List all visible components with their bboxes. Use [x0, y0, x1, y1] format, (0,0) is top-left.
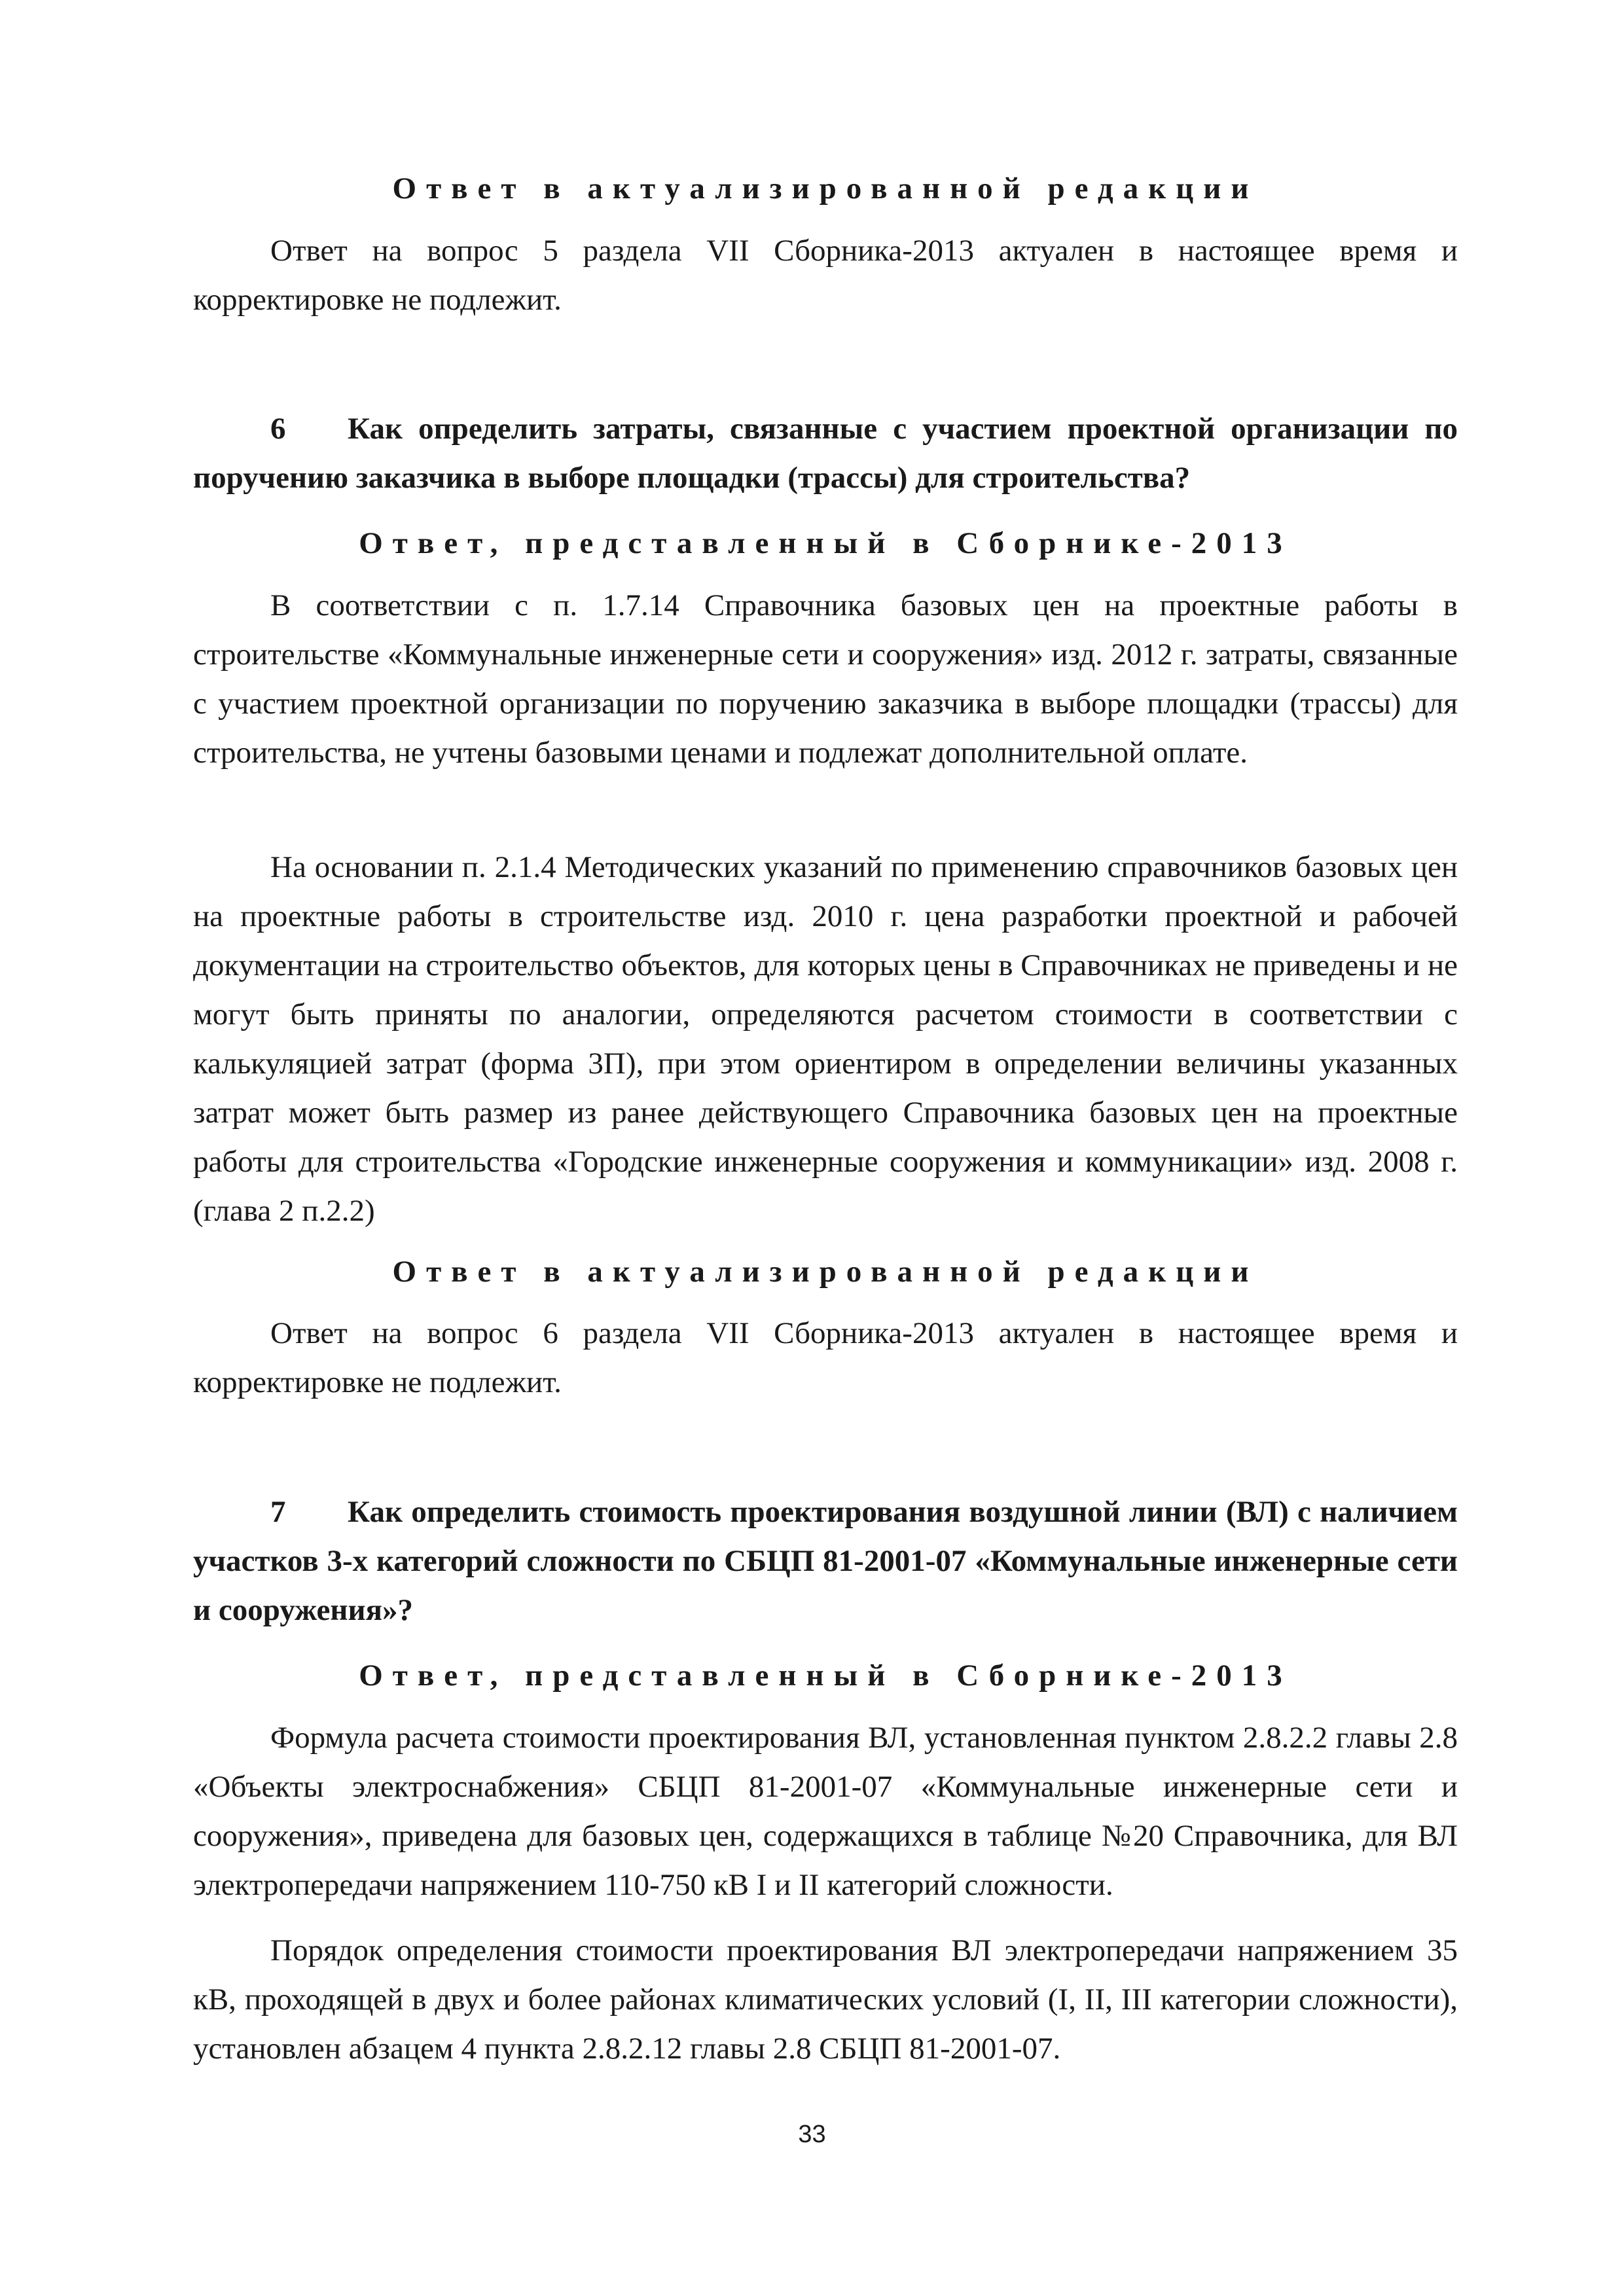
- paragraph: В соответствии с п. 1.7.14 Справочника базовых цен на проектные работы в строительстве «Коммунальные инженерные сети и сооружения» изд. 2012 г. затраты, связанные с участием проектной организации по поручению заказчика в выборе площадки (трассы) для строительства, не учтены базовыми ценами и подлежат дополнительной оплате.: [193, 588, 1458, 770]
- paragraph: На основании п. 2.1.4 Методических указаний по применению справочников базовых цен на проектные работы в строительстве изд. 2010 г. цена разработки проектной и рабочей документации на строительство объектов, для которых цены в Справочниках не приведены и не могут быть приняты по аналогии, определяются расчетом стоимости в соответствии с калькуляцией затрат (форма 3П), при этом ориентиром в определении величины указанных затрат может быть размер из ранее действующего Справочника базовых цен на проектные работы для строительства «Городские инженерные сооружения и коммуникации» изд. 2008 г. (глава 2 п.2.2): [193, 850, 1458, 1228]
- answer-block: [193, 1309, 1458, 1407]
- paragraph: Ответ на вопрос 6 раздела VII Сборника-2013 актуален в настоящее время и корректировке не подлежит.: [193, 1316, 1458, 1399]
- question-number: 6: [270, 412, 286, 446]
- paragraph: Формула расчета стоимости проектирования ВЛ, установленная пунктом 2.8.2.2 главы 2.8 «Объекты электроснабжения» СБЦП 81-2001-07 «Коммунальные инженерные сети и сооружения», приведена для базовых цен, содержащихся в таблице №20 Справочника, для ВЛ электропередачи напряжением 110-750 кВ I и II категорий сложности.: [193, 1721, 1458, 1902]
- question-number: 7: [270, 1495, 286, 1529]
- answer-block: [193, 226, 1458, 325]
- paragraph: Порядок определения стоимости проектирования ВЛ электропередачи напряжением 35 кВ, проходящей в двух и более районах климатических условий (I, II, III категории сложности), установлен абзацем 4 пункта 2.8.2.12 главы 2.8 СБЦП 81-2001-07.: [193, 1933, 1458, 2066]
- question-text: Как определить затраты, связанные с участием проектной организации по поручению заказчика в выборе площадки (трассы) для строительства?: [193, 412, 1458, 495]
- section-heading: Ответ в актуализированной редакции: [392, 1255, 1259, 1289]
- page-number: 33: [798, 2121, 826, 2148]
- question-text: Как определить стоимость проектирования воздушной линии (ВЛ) с наличием участков 3-х категорий сложности по СБЦП 81-2001-07 «Коммунальные инженерные сети и сооружения»?: [193, 1495, 1458, 1627]
- question-6: [193, 404, 1458, 503]
- answer-block: [193, 581, 1458, 778]
- section-heading: Ответ, представленный в Сборнике-2013: [359, 526, 1292, 560]
- section-heading: Ответ, представленный в Сборнике-2013: [359, 1659, 1292, 1693]
- paragraph: Ответ на вопрос 5 раздела VII Сборника-2013 актуален в настоящее время и корректировке не подлежит.: [193, 234, 1458, 317]
- section-heading: Ответ в актуализированной редакции: [392, 171, 1259, 206]
- question-7: [193, 1488, 1458, 1635]
- answer-block: [193, 1713, 1458, 1910]
- answer-block: [193, 843, 1458, 1236]
- answer-block: [193, 1926, 1458, 2073]
